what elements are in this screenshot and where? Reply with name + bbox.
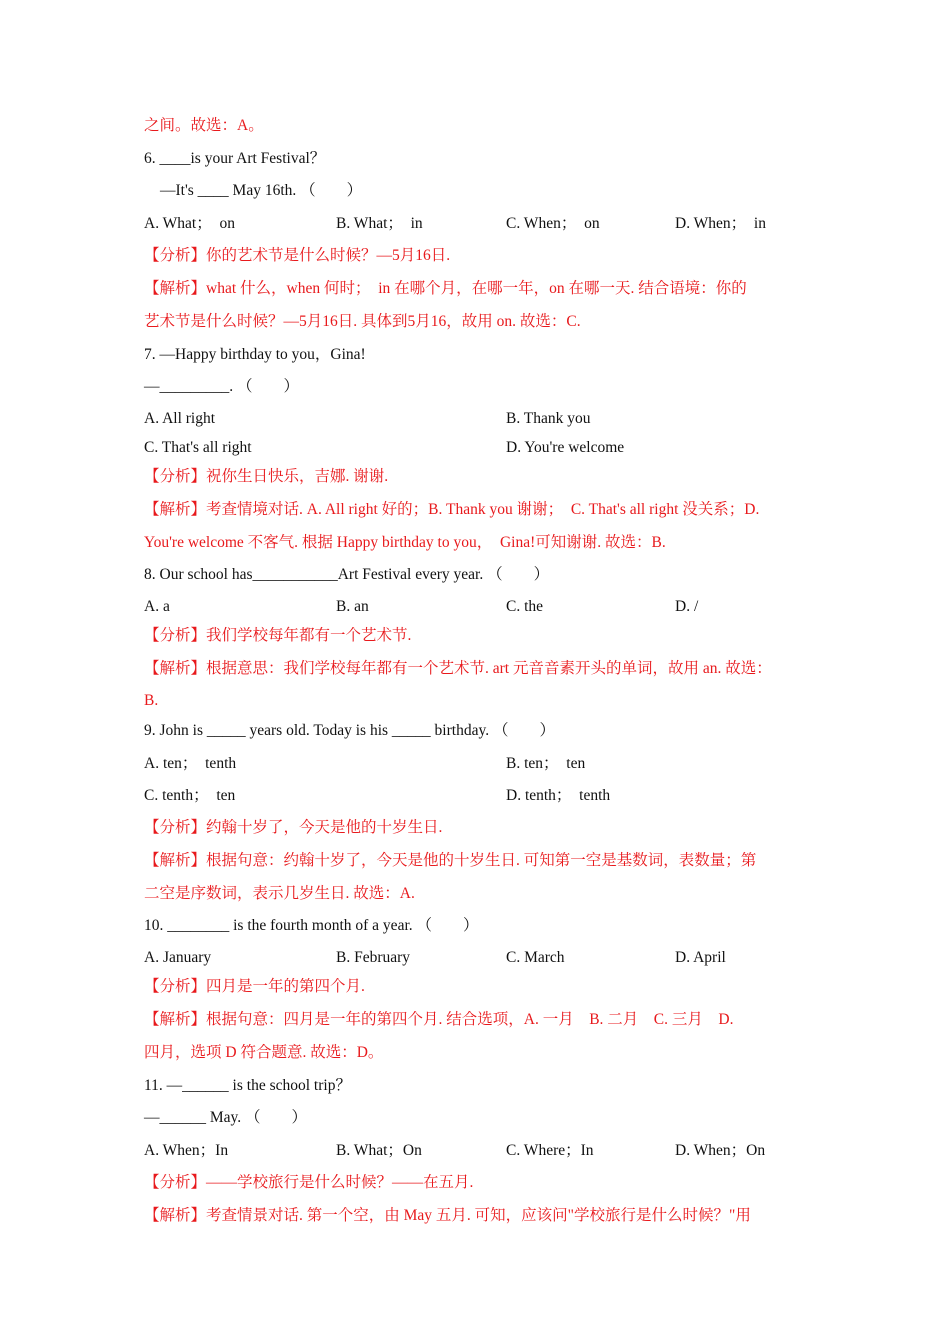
question-8-explanation-2: B. (144, 692, 159, 709)
question-7-explanation-2: You're welcome 不客气. 根据 Happy birthday to you， Gina!可知谢谢. 故选：B. (144, 534, 666, 551)
question-6-explanation-2: 艺术节是什么时候？—5月16日. 具体到5月16，故用 on. 故选：C. (144, 313, 581, 330)
question-11-analysis: 【分析】——学校旅行是什么时候？——在五月. (144, 1174, 474, 1191)
question-8-explanation-1: 【解析】根据意思：我们学校每年都有一个艺术节. art 元音音素开头的单词，故用 an. 故选： (144, 660, 772, 677)
question-9-option-b: B. ten； ten (506, 755, 586, 772)
question-6-stem: 6. ____is your Art Festival？ (144, 150, 326, 167)
question-10-analysis: 【分析】四月是一年的第四个月. (144, 978, 365, 995)
question-7-reply: —_________. （ ） (144, 378, 300, 395)
question-10-option-b: B. February (336, 949, 411, 966)
question-8-analysis: 【分析】我们学校每年都有一个艺术节. (144, 627, 412, 644)
question-11-reply: —______ May. （ ） (144, 1109, 308, 1126)
question-9-explanation-1: 【解析】根据句意：约翰十岁了，今天是他的十岁生日. 可知第一空是基数词，表数量；第 (144, 852, 757, 869)
question-6-option-d: D. When； in (675, 215, 766, 232)
question-9-option-d: D. tenth； tenth (506, 787, 611, 804)
question-7-option-b: B. Thank you (506, 410, 591, 427)
question-11-stem: 11. —______ is the school trip？ (144, 1077, 351, 1094)
question-9-option-c: C. tenth； ten (144, 787, 236, 804)
question-8-option-b: B. an (336, 598, 369, 615)
question-9-explanation-2: 二空是序数词，表示几岁生日. 故选：A. (144, 885, 415, 902)
question-9-stem: 9. John is _____ years old. Today is his _____ birthday. （ ） (144, 722, 555, 739)
question-11-option-b: B. What；On (336, 1142, 422, 1159)
question-10-stem: 10. ________ is the fourth month of a year. （ ） (144, 917, 479, 934)
question-8-option-c: C. the (506, 598, 544, 615)
question-11-explanation-1: 【解析】考查情景对话. 第一个空，由 May 五月. 可知，应该问"学校旅行是什么时候？"用 (144, 1207, 751, 1224)
question-11-option-a: A. When；In (144, 1142, 229, 1159)
question-10-option-d: D. April (675, 949, 726, 966)
question-7-analysis: 【分析】祝你生日快乐，吉娜. 谢谢. (144, 468, 389, 485)
question-6-explanation-1: 【解析】what 什么，when 何时； in 在哪个月，在哪一年，on 在哪一天. 结合语境：你的 (144, 280, 747, 297)
question-6-option-c: C. When； on (506, 215, 600, 232)
question-11-option-d: D. When；On (675, 1142, 766, 1159)
question-6-reply: —It's ____ May 16th. （ ） (160, 182, 363, 199)
question-6-analysis: 【分析】你的艺术节是什么时候？—5月16日. (144, 247, 451, 264)
question-8-option-d: D. / (675, 598, 699, 615)
question-6-option-b: B. What； in (336, 215, 423, 232)
question-10-option-c: C. March (506, 949, 565, 966)
question-9-option-a: A. ten； tenth (144, 755, 237, 772)
question-10-option-a: A. January (144, 949, 212, 966)
question-8-stem: 8. Our school has___________Art Festival every year. （ ） (144, 566, 550, 583)
question-10-explanation-2: 四月，选项 D 符合题意. 故选：D。 (144, 1044, 384, 1061)
question-7-explanation-1: 【解析】考查情境对话. A. All right 好的；B. Thank you 谢谢； C. That's all right 没关系；D. (144, 501, 760, 518)
question-10-explanation-1: 【解析】根据句意：四月是一年的第四个月. 结合选项，A. 一月 B. 二月 C. 三月 D. (144, 1011, 734, 1028)
question-7-option-d: D. You're welcome (506, 439, 625, 456)
question-7-option-a: A. All right (144, 410, 216, 427)
question-11-option-c: C. Where；In (506, 1142, 594, 1159)
question-7-option-c: C. That's all right (144, 439, 252, 456)
question-9-analysis: 【分析】约翰十岁了，今天是他的十岁生日. (144, 819, 443, 836)
question-8-option-a: A. a (144, 598, 170, 615)
question-6-option-a: A. What； on (144, 215, 235, 232)
question-7-stem: 7. —Happy birthday to you，Gina! (144, 346, 366, 363)
answer-line: 之间。故选：A。 (144, 117, 264, 134)
